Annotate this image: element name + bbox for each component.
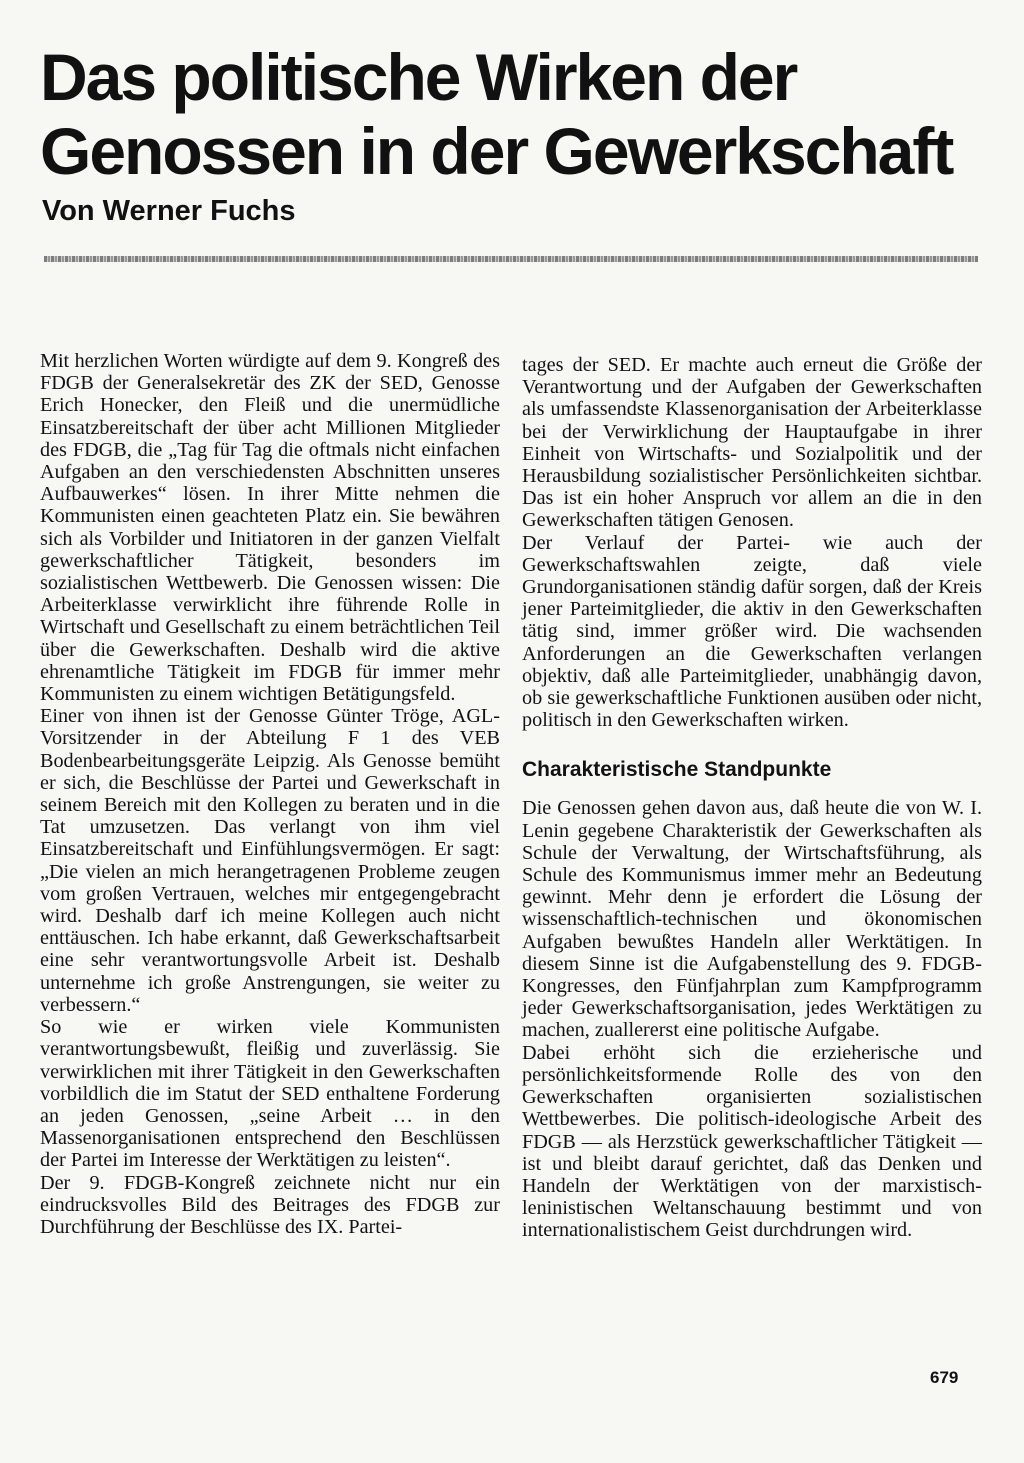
section-subheading: Charakteristische Standpunkte: [522, 758, 832, 782]
page-number: 679: [930, 1368, 959, 1387]
paragraph: So wie er wirken viele Kommunisten verantwortungsbewußt, fleißig und zuverlässig. Sie verwirklichen mit ihrer Tätigkeit in den Gewerkschaften vorbildlich die im Statut der SED enthaltene Forderung an jeden Genossen, „seine Arbeit … in den Massenorganisationen entsprechend den Beschlüssen der Partei im Interesse der Werktätigen zu leisten“.: [40, 1016, 500, 1172]
decorative-rule: [44, 256, 978, 262]
left-column: [40, 350, 500, 1238]
paragraph: Mit herzlichen Worten würdigte auf dem 9. Kongreß des FDGB der Generalsekretär des ZK der SED, Genosse Erich Honecker, den Fleiß und die unermüdliche Einsatzbereitschaft der über acht Millionen Mitglieder des FDGB, die „Tag für Tag die oftmals nicht einfachen Aufgaben an den verschiedensten Abschnitten unseres Aufbauwerkes“ lösen. In ihrer Mitte nehmen die Kommunisten einen geachteten Platz ein. Sie bewähren sich als Vorbilder und Initiatoren in der ganzen Vielfalt gewerkschaftlicher Tätigkeit, besonders im sozialistischen Wettbewerb. Die Genossen wissen: Die Arbeiterklasse verwirklicht ihre führende Rolle in Wirtschaft und Gesellschaft zu einem beträchtlichen Teil über die Gewerkschaften. Deshalb wird die aktive ehrenamtliche Tätigkeit im FDGB für immer mehr Kommunisten zu einem wichtigen Betätigungsfeld.: [40, 350, 500, 706]
paragraph: tages der SED. Er machte auch erneut die Größe der Verantwortung und der Aufgaben der Gewerkschaften als umfassendste Klassenorganisation der Arbeiterklasse bei der Verwirklichung der Hauptaufgabe in ihrer Einheit von Wirtschafts- und Sozialpolitik und der Herausbildung sozialistischer Persönlichkeiten sichtbar. Das ist ein hoher Anspruch vor allem an die in den Gewerkschaften tätigen Genosen.: [522, 354, 982, 532]
article-title: [40, 40, 980, 188]
paragraph: Die Genossen gehen davon aus, daß heute die von W. I. Lenin gegebene Charakteristik der Gewerkschaften als Schule der Verwaltung, der Wirtschaftsführung, als Schule des Kommunismus immer mehr an Bedeutung gewinnt. Mehr denn je erfordert die Lösung der wissenschaftlich-technischen und ökonomischen Aufgaben bewußtes Handeln aller Werktätigen. In diesem Sinne ist die Aufgabenstellung des 9. FDGB-Kongresses, den Fünfjahrplan zum Kampfprogramm jeder Gewerkschaftsorganisation, jedes Werktätigen zu machen, zuallererst eine politische Aufgabe.: [522, 797, 982, 1042]
article-title-line-1: Das politische Wirken der: [40, 40, 797, 114]
paragraph: Der Verlauf der Partei- wie auch der Gewerkschaftswahlen zeigte, daß viele Grundorganisationen ständig dafür sorgen, daß der Kreis jener Parteimitglieder, die aktiv in den Gewerkschaften tätig sind, immer größer wird. Die wachsenden Anforderungen an die Gewerkschaften verlangen objektiv, daß alle Parteimitglieder, unabhängig davon, ob sie gewerkschaftliche Funktionen ausüben oder nicht, politisch in den Gewerkschaften wirken.: [522, 531, 982, 732]
right-column: [522, 354, 982, 1242]
article-author: Von Werner Fuchs: [42, 195, 296, 227]
paragraph: Dabei erhöht sich die erzieherische und persönlichkeitsformende Rolle des von den Gewerkschaften organisierten sozialistischen Wettbewerbes. Die politisch-ideologische Arbeit des FDGB — als Herzstück gewerkschaftlicher Tätigkeit — ist und bleibt darauf gerichtet, daß das Denken und Handeln der Werktätigen von der marxistisch-leninistischen Weltanschauung bestimmt und von internationalistischem Geist durchdrungen wird.: [522, 1041, 982, 1242]
article-title-line-2: Genossen in der Gewerkschaft: [40, 114, 953, 188]
paragraph: Der 9. FDGB-Kongreß zeichnete nicht nur ein eindrucksvolles Bild des Beitrages des FDGB zur Durchführung der Beschlüsse des IX. Partei-: [40, 1171, 500, 1238]
paragraph: Einer von ihnen ist der Genosse Günter Tröge, AGL-Vorsitzender in der Abteilung F 1 des VEB Bodenbearbeitungsgeräte Leipzig. Als Genosse bemüht er sich, die Beschlüsse der Partei und Gewerkschaft in seinem Bereich mit den Kollegen zu beraten und in die Tat umzusetzen. Das verlangt von ihm viel Einsatzbereitschaft und Einfühlungsvermögen. Er sagt: „Die vielen an mich herangetragenen Probleme zeugen vom großen Vertrauen, welches mir entgegengebracht wird. Deshalb darf ich meine Kollegen auch nicht enttäuschen. Ich habe erkannt, daß Gewerkschaftsarbeit eine sehr verantwortungsvolle Arbeit ist. Deshalb unternehme ich große Anstrengungen, sie weiter zu verbessern.“: [40, 705, 500, 1016]
